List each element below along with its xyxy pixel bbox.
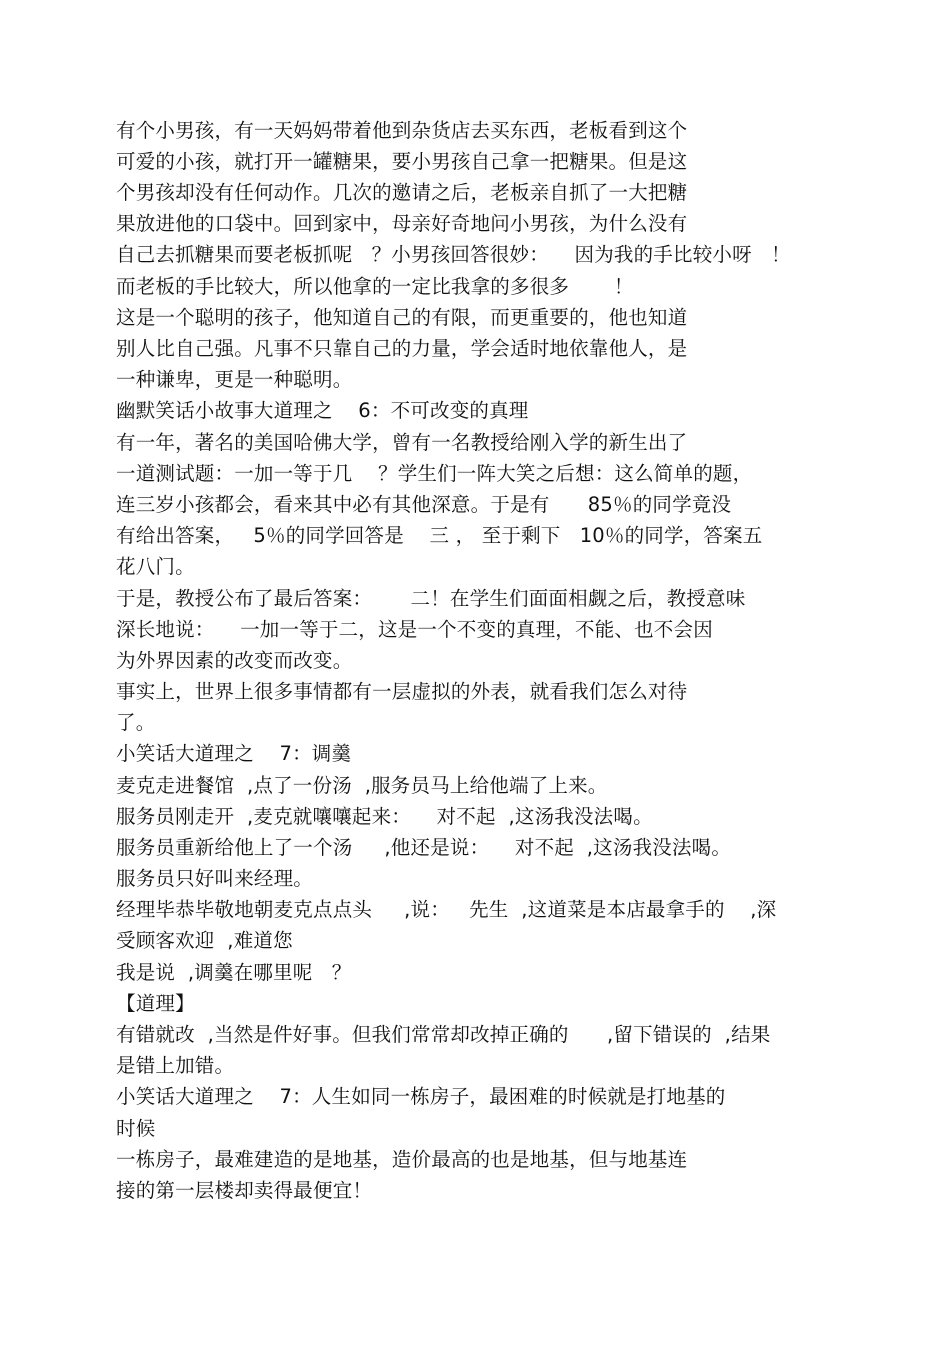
text-line: 我是说 ,调羹在哪里呢 ？: [116, 961, 352, 984]
section-heading: 时候: [116, 1117, 156, 1140]
text-line: 于是，教授公布了最后答案： 二！在学生们面面相觑之后，教授意味: [116, 587, 746, 610]
text-line: 受顾客欢迎 ,难道您: [116, 929, 293, 952]
text-line: 有个小男孩，有一天妈妈带着他到杂货店去买东西，老板看到这个: [116, 119, 688, 142]
text-line: 而老板的手比较大，所以他拿的一定比我拿的多很多 ！: [116, 275, 634, 298]
text-line: 服务员重新给他上了一个汤 ,他还是说： 对不起 ,这汤我没法喝。: [116, 836, 732, 859]
text-line: 连三岁小孩都会，看来其中必有其他深意。于是有 85％的同学竟没: [116, 493, 732, 516]
text-line: 一道测试题：一加一等于几 ？学生们一阵大笑之后想：这么简单的题，: [116, 462, 753, 485]
text-line: 一栋房子，最难建造的是地基，造价最高的也是地基，但与地基连: [116, 1148, 688, 1171]
text-line: 别人比自己强。凡事不只靠自己的力量，学会适时地依靠他人，是: [116, 337, 688, 360]
text-line: 深长地说： 一加一等于二，这是一个不变的真理，不能、也不会因: [116, 618, 713, 641]
text-line: 了。: [116, 711, 156, 734]
text-line: 有错就改 ,当然是件好事。但我们常常却改掉正确的 ,留下错误的 ,结果: [116, 1023, 771, 1046]
text-line: 这是一个聪明的孩子，他知道自己的有限，而更重要的，他也知道: [116, 306, 688, 329]
text-line: 接的第一层楼却卖得最便宜！: [116, 1179, 373, 1202]
text-line: 有给出答案， 5％的同学回答是 三 ， 至于剩下 10％的同学，答案五: [116, 524, 763, 547]
text-line: 服务员只好叫来经理。: [116, 867, 314, 890]
text-line: 为外界因素的改变而改变。: [116, 649, 353, 672]
text-line: 服务员刚走开 ,麦克就嚷嚷起来： 对不起 ,这汤我没法喝。: [116, 805, 653, 828]
section-heading: 小笑话大道理之 7：调羹: [116, 742, 352, 765]
section-heading: 小笑话大道理之 7：人生如同一栋房子，最困难的时候就是打地基的: [116, 1085, 726, 1108]
text-line: 个男孩却没有任何动作。几次的邀请之后，老板亲自抓了一大把糖: [116, 181, 688, 204]
text-line: 是错上加错。: [116, 1054, 235, 1077]
text-line: 事实上，世界上很多事情都有一层虚拟的外表，就看我们怎么对待: [116, 680, 688, 703]
text-line: 经理毕恭毕敬地朝麦克点点头 ,说： 先生 ,这道菜是本店最拿手的 ,深: [116, 898, 777, 921]
section-label: 【道理】: [116, 992, 195, 1015]
text-line: 可爱的小孩，就打开一罐糖果，要小男孩自己拿一把糖果。但是这: [116, 150, 688, 173]
text-line: 自己去抓糖果而要老板抓呢 ？小男孩回答很妙： 因为我的手比较小呀 ！: [116, 243, 791, 266]
text-line: 麦克走进餐馆 ,点了一份汤 ,服务员马上给他端了上来。: [116, 774, 608, 797]
section-heading: 幽默笑话小故事大道理之 6：不可改变的真理: [116, 399, 529, 422]
text-line: 花八门。: [116, 555, 195, 578]
text-line: 果放进他的口袋中。回到家中，母亲好奇地问小男孩，为什么没有: [116, 212, 688, 235]
text-line: 有一年，著名的美国哈佛大学，曾有一名教授给刚入学的新生出了: [116, 431, 688, 454]
text-line: 一种谦卑，更是一种聪明。: [116, 368, 353, 391]
